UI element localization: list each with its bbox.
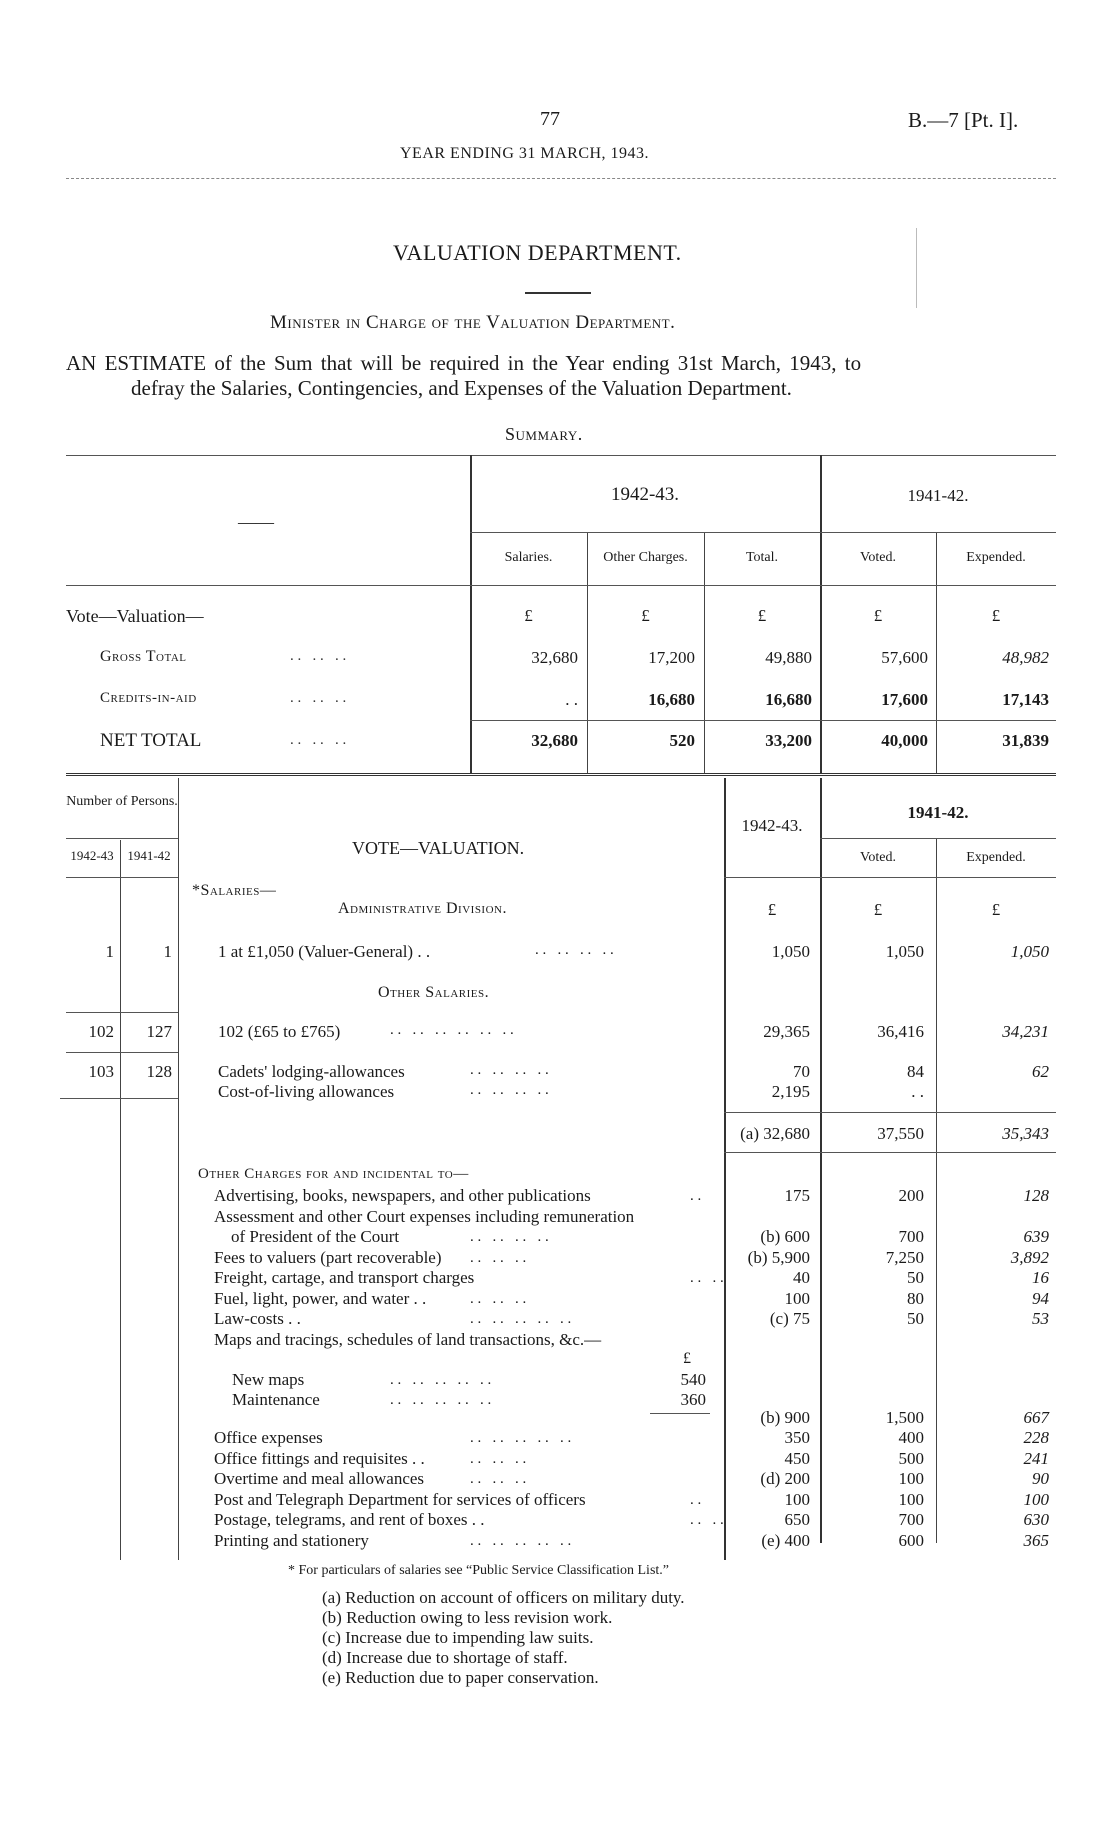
- persons-previous: 127: [146, 1022, 172, 1041]
- summary-cell: 17,143: [1002, 690, 1049, 709]
- salary-label: 102 (£65 to £765): [218, 1022, 341, 1041]
- charge-label: Office expenses: [214, 1428, 323, 1447]
- persons-current: 102: [88, 1022, 114, 1041]
- charge-dots: . . . . . . . . . .: [470, 1311, 572, 1327]
- persons-col-current: 1942-43: [70, 848, 114, 863]
- vote-header-rule: [66, 877, 178, 878]
- summary-cell: 32,680: [531, 648, 578, 667]
- charge-dots: . . . .: [690, 1270, 724, 1286]
- persons-header-rule: [66, 838, 178, 839]
- salary-voted: 84: [907, 1062, 924, 1081]
- charge-voted: 500: [898, 1448, 924, 1468]
- department-title: VALUATION DEPARTMENT.: [393, 240, 682, 265]
- footnote: (c) Increase due to impending law suits.: [322, 1628, 594, 1647]
- persons-col-previous: 1941-42: [127, 848, 171, 863]
- charge-current: 100: [784, 1489, 810, 1509]
- vote-year-previous: 1941-42.: [907, 803, 969, 822]
- salary-current: 70: [793, 1062, 810, 1081]
- charge-label: Maps and tracings, schedules of land transactions, &c.—: [214, 1329, 602, 1349]
- page-subtitle: YEAR ENDING 31 MARCH, 1943.: [400, 145, 650, 162]
- charge-current: (e) 400: [761, 1530, 810, 1550]
- charge-label: Overtime and meal allowances: [214, 1469, 425, 1488]
- summary-vote-label: Vote—Valuation—: [66, 606, 204, 626]
- vote-title: VOTE—VALUATION.: [352, 838, 525, 858]
- charge-expended: 53: [1032, 1309, 1049, 1328]
- persons-previous: 128: [146, 1062, 172, 1081]
- summary-cell: 16,680: [765, 690, 812, 709]
- footnote: (a) Reduction on account of officers on military duty.: [322, 1588, 685, 1607]
- charge-dots: . . . . . .: [470, 1290, 527, 1307]
- summary-row-dots: . . . . . .: [290, 732, 347, 748]
- summary-bottom-rule: [66, 773, 1056, 776]
- charge-current: 450: [784, 1448, 810, 1468]
- maps-sub-amount: 360: [680, 1390, 706, 1409]
- persons-bottom-rule: [60, 1098, 178, 1099]
- summary-cell: 40,000: [881, 731, 928, 750]
- charge-dots: . . . . . .: [470, 1471, 527, 1487]
- salary-total-rule: [724, 1112, 1056, 1113]
- summary-title: Summary.: [505, 424, 583, 444]
- charge-voted: 700: [898, 1227, 924, 1246]
- summary-cell: 31,839: [1002, 731, 1049, 750]
- charge-label: Advertising, books, newspapers, and other publications: [214, 1186, 591, 1205]
- charge-dots: . . . . . . . .: [470, 1229, 549, 1245]
- charge-voted: 600: [898, 1530, 924, 1550]
- charge-dots: . . . . . . . . . .: [470, 1532, 572, 1549]
- summary-cell: 32,680: [531, 731, 578, 750]
- salary-current: 1,050: [771, 942, 810, 961]
- maps-total-voted: 1,500: [885, 1408, 924, 1427]
- charge-expended: 365: [1023, 1530, 1049, 1550]
- maps-sub-dots: . . . . . . . . . .: [390, 1392, 492, 1408]
- persons-rule: [66, 1052, 178, 1053]
- summary-row-label: Gross Total: [100, 648, 187, 665]
- charge-voted: 100: [898, 1489, 924, 1509]
- summary-year-rule-current: [470, 532, 820, 533]
- charge-voted: 700: [898, 1510, 924, 1529]
- charge-current: 100: [784, 1288, 810, 1308]
- charge-dots: . . . . . . . . . .: [470, 1430, 572, 1446]
- charge-dots: . . . .: [690, 1512, 724, 1528]
- vote-pound: £: [873, 900, 883, 919]
- other-salaries-heading: Other Salaries.: [378, 984, 490, 1001]
- summary-year-rule-previous: [820, 532, 1056, 533]
- maps-sub-rule: [650, 1413, 710, 1414]
- summary-cell: 520: [669, 731, 695, 750]
- footnote: (d) Increase due to shortage of staff.: [322, 1648, 568, 1667]
- summary-col-voted: Voted.: [860, 550, 896, 565]
- header-rule: [66, 178, 1056, 179]
- salary-voted: 36,416: [877, 1022, 924, 1041]
- charge-voted: 50: [907, 1309, 924, 1328]
- salary-dots: . . . . . . . .: [470, 1082, 549, 1098]
- salary-label: Cost-of-living allowances: [218, 1082, 395, 1101]
- charge-current: (b) 600: [760, 1227, 810, 1246]
- salaries-heading: *Salaries—: [192, 882, 277, 899]
- admin-division-heading: Administrative Division.: [338, 900, 507, 917]
- persons-previous: 1: [163, 942, 172, 961]
- summary-cell: 17,200: [648, 648, 695, 667]
- title-rule: [525, 292, 591, 294]
- page-number: 77: [540, 108, 560, 130]
- charge-expended: 3,892: [1010, 1247, 1049, 1267]
- vote-pound: £: [767, 900, 777, 919]
- vote-header-rule-right: [724, 877, 1056, 878]
- maps-sub-label: New maps: [232, 1370, 305, 1389]
- charge-label: Postage, telegrams, and rent of boxes . .: [214, 1510, 485, 1529]
- summary-cell: . .: [565, 690, 578, 709]
- maps-sub-label: Maintenance: [232, 1390, 320, 1409]
- salary-expended: 34,231: [1002, 1022, 1049, 1041]
- charge-label: Law-costs . .: [214, 1309, 301, 1328]
- summary-col-salaries: Salaries.: [504, 550, 553, 565]
- summary-col-total: Total.: [745, 550, 779, 565]
- vote-vline-persons-2: [178, 778, 179, 1560]
- charge-label: of President of the Court: [214, 1227, 400, 1246]
- charge-voted: 200: [898, 1186, 924, 1205]
- minister-heading: Minister in Charge of the Valuation Department.: [270, 312, 676, 333]
- salary-label: 1 at £1,050 (Valuer-General) . .: [218, 942, 431, 961]
- summary-col-expended: Expended.: [966, 550, 1026, 565]
- charge-voted: 7,250: [885, 1247, 924, 1267]
- charge-voted: 80: [907, 1288, 924, 1308]
- salary-current: 29,365: [763, 1022, 810, 1041]
- charge-current: (b) 5,900: [747, 1247, 810, 1267]
- estimate-line-2: defray the Salaries, Contingencies, and Expenses of the Valuation Department.: [131, 376, 792, 400]
- summary-top-rule: [66, 455, 1056, 456]
- charge-expended: 90: [1032, 1469, 1049, 1488]
- summary-pound: £: [641, 606, 650, 625]
- summary-col-other: Other Charges.: [603, 550, 688, 565]
- summary-cell: 33,200: [765, 731, 812, 750]
- salary-expended: 1,050: [1010, 942, 1049, 961]
- summary-row-label: Credits-in-aid: [100, 690, 197, 706]
- salary-total-current: (a) 32,680: [740, 1124, 810, 1143]
- salaries-footnote: * For particulars of salaries see “Public Service Classification List.”: [288, 1563, 670, 1578]
- charge-current: (d) 200: [760, 1469, 810, 1488]
- summary-subtotal-rule: [470, 720, 1056, 721]
- salary-total-bottom-rule: [724, 1152, 1056, 1153]
- summary-pound: £: [991, 606, 1001, 625]
- charge-current: 175: [784, 1186, 810, 1205]
- persons-current: 103: [88, 1062, 114, 1081]
- charge-label: Freight, cartage, and transport charges: [214, 1268, 475, 1287]
- maps-sub-amount: 540: [680, 1370, 706, 1389]
- charge-expended: 16: [1032, 1268, 1049, 1287]
- vote-col-expended: Expended.: [966, 850, 1026, 865]
- salary-voted: . .: [911, 1082, 924, 1101]
- vote-col-voted: Voted.: [860, 850, 896, 865]
- summary-cell: 17,600: [881, 690, 928, 709]
- charge-current: 650: [784, 1510, 810, 1529]
- summary-pound: £: [757, 606, 767, 625]
- summary-cell: 49,880: [765, 648, 812, 667]
- charge-current: 350: [784, 1428, 810, 1447]
- charge-label: Fuel, light, power, and water . .: [214, 1288, 427, 1308]
- summary-cell: 48,982: [1002, 648, 1049, 667]
- charge-current: 40: [793, 1268, 810, 1287]
- summary-pound: £: [873, 606, 883, 625]
- summary-row-dots: . . . . . .: [290, 690, 347, 706]
- summary-year-previous: 1941-42.: [907, 486, 969, 505]
- estimate-line-1: AN ESTIMATE of the Sum that will be required in the Year ending 31st March, 1943, to: [66, 351, 862, 375]
- charge-dots: . . . . . .: [470, 1450, 527, 1467]
- summary-pound: £: [524, 606, 533, 625]
- summary-dash: ——: [238, 512, 274, 532]
- maps-sub-dots: . . . . . . . . . .: [390, 1372, 492, 1388]
- charge-current: (c) 75: [769, 1309, 810, 1328]
- charge-label: Office fittings and requisites . .: [214, 1448, 425, 1468]
- salary-dots: . . . . . . . .: [535, 942, 614, 958]
- persons-header: Number of Persons.: [66, 794, 178, 809]
- summary-row-label: NET TOTAL: [100, 730, 202, 751]
- salary-total-expended: 35,343: [1002, 1124, 1049, 1143]
- vote-year-current: 1942-43.: [741, 816, 803, 835]
- vote-year-rule: [820, 838, 1056, 839]
- charge-label: Assessment and other Court expenses including remuneration: [214, 1206, 635, 1226]
- charge-expended: 228: [1023, 1428, 1049, 1447]
- maps-total-expended: 667: [1023, 1408, 1049, 1427]
- persons-current: 1: [105, 942, 114, 961]
- salary-label: Cadets' lodging-allowances: [218, 1062, 405, 1081]
- charge-expended: 630: [1023, 1510, 1049, 1529]
- summary-year-current: 1942-43.: [610, 484, 680, 505]
- charge-dots: . .: [690, 1491, 702, 1508]
- salary-dots: . . . . . . . .: [470, 1062, 549, 1078]
- charge-voted: 100: [898, 1469, 924, 1488]
- charge-expended: 128: [1023, 1186, 1049, 1205]
- footnote: (b) Reduction owing to less revision work.: [322, 1608, 613, 1627]
- summary-cell: 57,600: [881, 648, 928, 667]
- charge-dots: . .: [690, 1188, 702, 1204]
- footnote: (e) Reduction due to paper conservation.: [322, 1668, 599, 1687]
- charge-label: Printing and stationery: [214, 1530, 369, 1550]
- margin-mark: [916, 228, 917, 308]
- document-reference: B.—7 [Pt. I].: [908, 108, 1019, 132]
- summary-cell: 16,680: [648, 690, 695, 709]
- charge-expended: 94: [1032, 1288, 1049, 1308]
- charge-expended: 241: [1023, 1448, 1049, 1468]
- summary-header-rule: [66, 585, 1056, 586]
- salary-current: 2,195: [771, 1082, 810, 1101]
- charge-voted: 400: [898, 1428, 924, 1447]
- maps-pound: £: [683, 1350, 691, 1367]
- summary-row-dots: . . . . . .: [290, 648, 347, 664]
- salary-total-voted: 37,550: [877, 1124, 924, 1143]
- charge-voted: 50: [907, 1268, 924, 1287]
- salary-expended: 62: [1032, 1062, 1049, 1081]
- vote-pound: £: [991, 900, 1001, 919]
- persons-rule: [66, 1012, 178, 1013]
- salary-dots: . . . . . . . . . . . .: [390, 1022, 514, 1038]
- charge-label: Post and Telegraph Department for services of officers: [214, 1489, 586, 1509]
- maps-total-current: (b) 900: [760, 1408, 810, 1427]
- charge-expended: 639: [1023, 1227, 1049, 1246]
- salary-voted: 1,050: [885, 942, 924, 961]
- charge-expended: 100: [1023, 1489, 1049, 1509]
- charge-label: Fees to valuers (part recoverable): [214, 1247, 442, 1267]
- charge-dots: . . . . . .: [470, 1249, 527, 1266]
- other-charges-heading: Other Charges for and incidental to—: [198, 1166, 469, 1182]
